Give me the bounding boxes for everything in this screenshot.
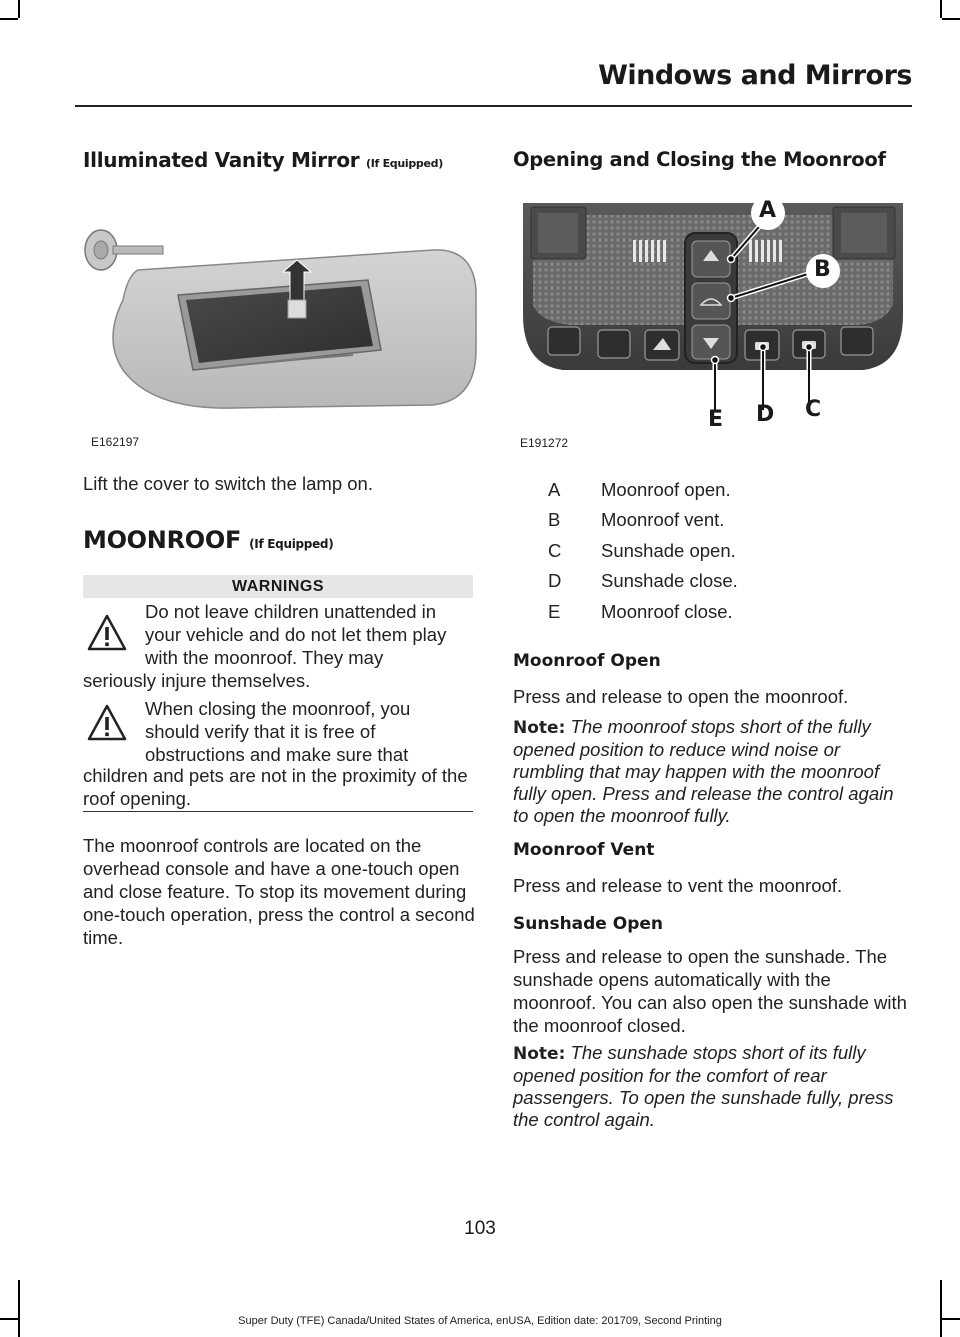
callout-b-label: B [814,257,831,282]
moonroof-open-text: Press and release to open the moonroof. [513,686,849,707]
footer-text: Super Duty (TFE) Canada/United States of America, enUSA, Edition date: 201709, Second Printing [238,1315,722,1327]
warning-2-rest: children and pets are not in the proximity of the roof opening. [83,765,468,809]
warning-2-line-3: obstructions and make sure that [145,744,409,765]
warning-triangle-icon [86,613,128,653]
sunshade-open-text: Press and release to open the sunshade. The sunshade opens automatically with the moonroof. You can also open the sunshade with the moonroof closed. [513,946,907,1036]
note-label: Note: [513,1044,566,1064]
moonroof-open-note [513,716,910,827]
warning-2-lead [145,697,475,766]
warning-1-line-2: your vehicle and do not let them play [145,624,447,645]
page-title: Windows and Mirrors [598,60,912,91]
callout-e-label: E [708,407,724,432]
note-text: The moonroof stops short of the fully opened position to reduce wind noise or rumbling that may happen with the moonroof fully open. Press and release the control again to open the moonroof fully. [513,716,894,826]
moonroof-if-equipped: (If Equipped) [249,537,334,551]
sunshade-open-note [513,1042,910,1131]
crop-mark-top-left-h [0,18,18,20]
moonroof-heading [83,526,333,554]
key-desc: Sunshade open. [601,540,736,561]
key-letter: B [548,509,561,530]
callout-d-label: D [756,402,775,427]
crop-mark-bottom-right [940,1280,942,1337]
sunshade-open-heading: Sunshade Open [513,914,664,934]
warning-1-line-1: Do not leave children unattended in [145,601,437,622]
crop-mark-top-right-h [942,18,960,20]
crop-mark-top-right [940,0,942,18]
warnings-banner: WARNINGS [83,575,473,598]
console-figure-code: E191272 [520,436,569,450]
key-letter: C [548,540,562,561]
header-rule [75,105,912,107]
vanity-mirror-figure [83,200,478,458]
key-letter: E [548,601,561,622]
crop-mark-top-left [18,0,20,18]
vanity-heading-text: Illuminated Vanity Mirror [83,148,360,172]
warning-triangle-icon [86,703,128,743]
warning-1-rest: seriously injure themselves. [83,670,311,691]
note-label: Note: [513,718,566,738]
warning-2-line-1: When closing the moonroof, you [145,698,411,719]
vanity-heading [83,148,443,172]
warning-1-lead [145,600,475,669]
moonroof-vent-heading: Moonroof Vent [513,840,655,860]
sun-visor-mirror-icon [83,200,478,458]
key-letter: D [548,570,562,591]
key-desc: Moonroof close. [601,601,733,622]
callout-a-label: A [759,198,777,223]
warnings-bottom-rule [83,811,473,812]
warning-1-line-3: with the moonroof. They may [145,647,384,668]
moonroof-open-heading: Moonroof Open [513,651,661,671]
moonroof-heading-text: MOONROOF [83,526,242,554]
note-text: The sunshade stops short of its fully opened position for the comfort of rear passengers. To open the sunshade fully, press the control again. [513,1042,894,1130]
key-desc: Moonroof open. [601,479,731,500]
callout-c-label: C [805,397,822,422]
overhead-console-figure [513,195,910,458]
vanity-if-equipped: (If Equipped) [366,157,443,170]
crop-mark-bottom-left [18,1280,20,1337]
vanity-figure-code: E162197 [91,435,140,449]
warning-2-line-2: should verify that it is free of [145,721,376,742]
key-desc: Sunshade close. [601,570,738,591]
opening-heading: Opening and Closing the Moonroof [513,148,886,171]
moonroof-intro: The moonroof controls are located on the overhead console and have a one-touch open and close feature. To stop its movement during one-touch operation, press the control a second time. [83,835,475,948]
key-desc: Moonroof vent. [601,509,725,530]
key-letter: A [548,479,561,500]
vanity-text: Lift the cover to switch the lamp on. [83,473,373,494]
moonroof-vent-text: Press and release to vent the moonroof. [513,875,843,896]
page-number: 103 [464,1218,496,1239]
